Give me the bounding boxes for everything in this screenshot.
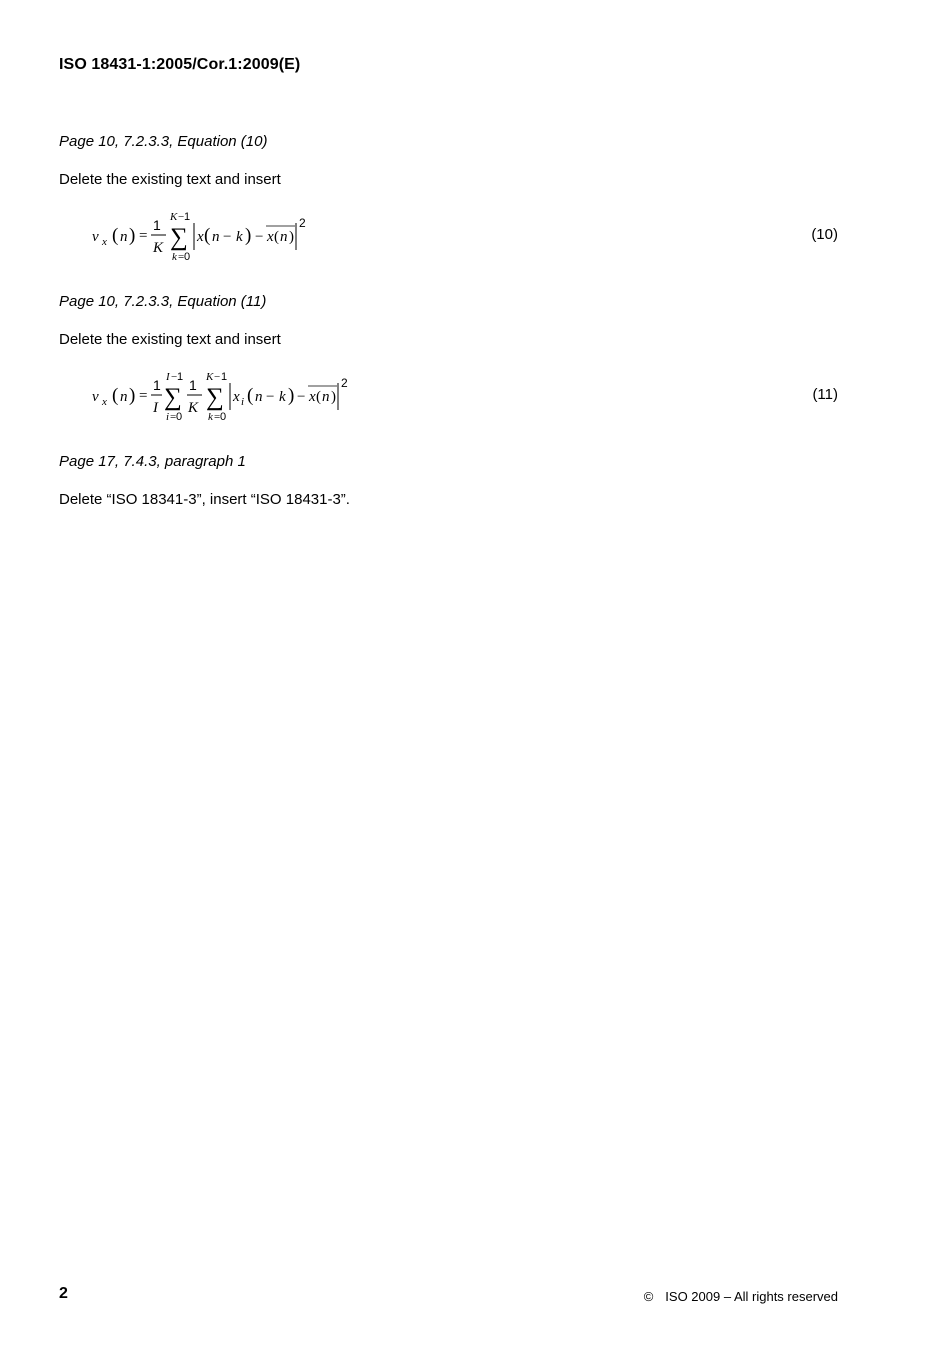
svg-text:(: ( [112, 385, 119, 406]
svg-text:K: K [188, 400, 199, 416]
svg-text:1: 1 [153, 377, 161, 393]
svg-text:∑: ∑ [164, 384, 182, 411]
svg-text:1: 1 [189, 377, 197, 393]
copyright-symbol: © [643, 1289, 654, 1304]
svg-text:x: x [197, 229, 204, 245]
svg-text:n: n [322, 389, 330, 405]
svg-text:n: n [212, 229, 220, 245]
svg-text:=: = [214, 411, 221, 423]
svg-text:i: i [166, 411, 170, 423]
equation-10 [90, 206, 330, 268]
svg-text:I: I [153, 400, 158, 416]
svg-text:x: x [309, 389, 316, 405]
svg-text:k: k [172, 251, 177, 263]
svg-text:(: ( [247, 385, 254, 406]
equation-number: (11) [812, 386, 838, 403]
svg-text:0: 0 [176, 411, 183, 423]
svg-text:k: k [279, 389, 286, 405]
svg-text:−: − [171, 371, 178, 383]
svg-text:(: ( [274, 229, 279, 245]
svg-text:2: 2 [299, 216, 306, 230]
document-id: ISO 18431-1:2005/Cor.1:2009(E) [59, 56, 301, 73]
correction-instruction: Delete “ISO 18341-3”, insert “ISO 18431-3”. [59, 491, 350, 508]
copyright-text: ISO 2009 – All rights reserved [665, 1289, 838, 1304]
svg-text:x: x [267, 229, 274, 245]
svg-text:−: − [214, 371, 221, 383]
svg-text:−: − [178, 211, 185, 223]
svg-text:): ) [331, 389, 336, 405]
svg-text:1: 1 [153, 217, 161, 233]
svg-text:=: = [178, 251, 185, 263]
svg-text:−: − [297, 389, 306, 405]
svg-text:k: k [236, 229, 243, 245]
svg-text:−: − [266, 389, 275, 405]
svg-text:): ) [129, 385, 136, 406]
svg-text:0: 0 [184, 251, 191, 263]
svg-text:=: = [139, 228, 148, 244]
svg-text:n: n [255, 389, 263, 405]
equation-11 [90, 366, 370, 428]
page-number: 2 [59, 1285, 68, 1302]
svg-text:(: ( [204, 225, 211, 246]
svg-text:k: k [208, 411, 213, 423]
svg-text:): ) [289, 229, 294, 245]
correction-instruction: Delete the existing text and insert [59, 171, 281, 188]
svg-text:0: 0 [220, 411, 227, 423]
svg-text:(: ( [316, 389, 321, 405]
svg-text:x: x [233, 389, 240, 405]
svg-text:(: ( [112, 225, 119, 246]
svg-text:I: I [166, 371, 170, 383]
svg-text:=: = [139, 388, 148, 404]
svg-text:): ) [129, 225, 136, 246]
svg-text:∑: ∑ [206, 384, 224, 411]
svg-text:x: x [102, 236, 107, 248]
correction-location: Page 10, 7.2.3.3, Equation (10) [59, 133, 268, 150]
svg-text:x: x [102, 396, 107, 408]
svg-text:K: K [153, 240, 164, 256]
svg-text:−: − [255, 229, 264, 245]
svg-text:n: n [120, 389, 128, 405]
svg-text:K: K [206, 371, 214, 383]
equation-number: (10) [811, 226, 838, 243]
correction-location: Page 17, 7.4.3, paragraph 1 [59, 453, 246, 470]
correction-location: Page 10, 7.2.3.3, Equation (11) [59, 293, 267, 310]
svg-text:−: − [223, 229, 232, 245]
svg-text:): ) [245, 225, 252, 246]
svg-text:): ) [288, 385, 295, 406]
svg-text:v: v [92, 389, 99, 405]
svg-text:i: i [241, 396, 245, 408]
svg-text:v: v [92, 229, 99, 245]
svg-text:n: n [280, 229, 288, 245]
svg-text:1: 1 [177, 371, 184, 383]
svg-text:∑: ∑ [170, 224, 188, 251]
svg-text:K: K [170, 211, 178, 223]
svg-text:1: 1 [221, 371, 228, 383]
svg-text:1: 1 [184, 211, 191, 223]
svg-text:=: = [170, 411, 177, 423]
svg-text:n: n [120, 229, 128, 245]
svg-text:2: 2 [341, 376, 348, 390]
correction-instruction: Delete the existing text and insert [59, 331, 281, 348]
copyright-notice [644, 1289, 838, 1304]
